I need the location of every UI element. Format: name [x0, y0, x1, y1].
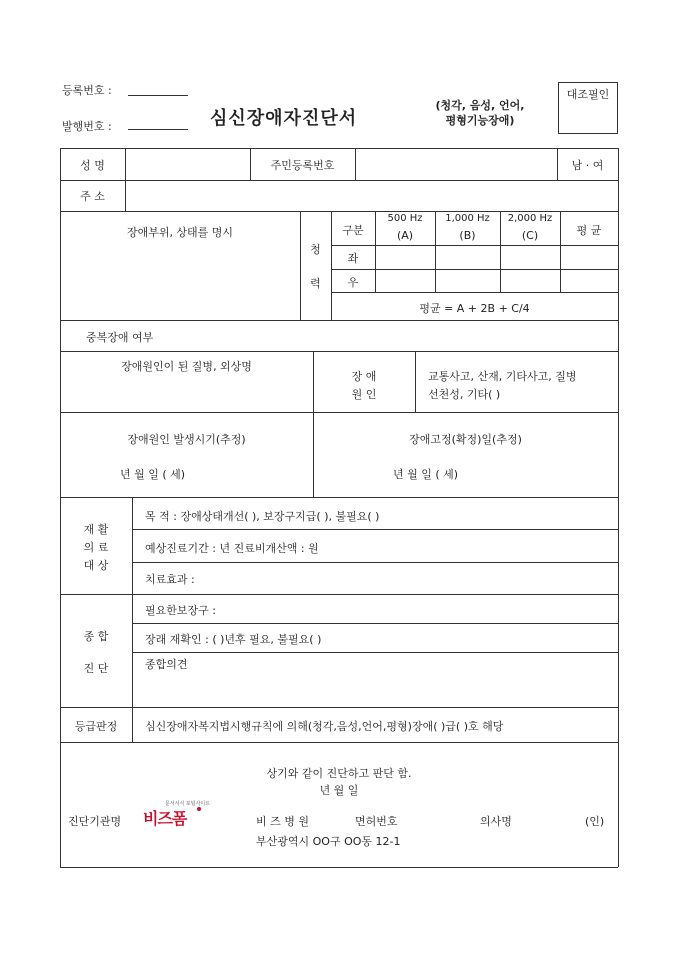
hz-1000-sub: (B) [459, 229, 476, 242]
org-label: 진단기관명 [68, 815, 122, 828]
hearing-gubun-header: 구분 [342, 224, 364, 237]
doctor-name-label[interactable]: 의사명 [480, 815, 512, 828]
onset-label: 장애원인 발생시기(추정) [127, 433, 246, 446]
required-device[interactable]: 필요한보장구 : [145, 604, 216, 617]
sex-selector[interactable]: 남 · 여 [571, 159, 604, 172]
average-header: 평 균 [576, 224, 602, 237]
fixed-date-label: 장애고정(확정)일(추정) [409, 433, 522, 446]
issue-number-label: 발행번호 : [62, 120, 112, 133]
issue-date[interactable]: 년 월 일 [319, 784, 359, 797]
subtitle-line-1: (청각, 음성, 언어, [435, 99, 525, 112]
hearing-values-grid[interactable] [376, 246, 618, 292]
bizform-logo [143, 798, 233, 828]
cause-options-2[interactable]: 선천성, 기타( ) [428, 388, 501, 401]
name-label: 성 명 [80, 159, 105, 172]
rehab-effect[interactable]: 치료효과 : [145, 573, 195, 586]
logo-wordmark: 비즈폼 [143, 809, 187, 828]
cause-options-1[interactable]: 교통사고, 산재, 기타사고, 질병 [428, 370, 577, 383]
logo-dot-icon [197, 807, 201, 811]
hz-2000-header: 2,000 Hz [507, 213, 553, 224]
stamp-label: 대조필인 [566, 88, 610, 101]
average-formula: 평균 = A + 2B + C/4 [419, 302, 530, 315]
address-label: 주 소 [80, 190, 105, 203]
cause-disease-label: 장애원인이 된 질병, 외상명 [121, 360, 252, 373]
license-number-label[interactable]: 면허번호 [355, 815, 398, 828]
issue-number-field[interactable] [128, 129, 188, 130]
subtitle-line-2: 평형기능장애) [445, 114, 515, 127]
page-title: 심신장애자진단서 [210, 108, 358, 129]
address-field[interactable] [126, 181, 618, 211]
future-recheck[interactable]: 장래 재확인 : ( )년후 필요, 불필요( ) [145, 633, 322, 646]
comprehensive-side-label-1: 종 합 [83, 630, 109, 643]
hospital-address: 부산광역시 OO구 OO동 12-1 [256, 835, 401, 848]
logo-tagline: 문서서식 포털사이트 [165, 801, 211, 807]
hospital-name: 비 즈 병 원 [256, 815, 309, 828]
rrn-field[interactable] [356, 149, 557, 180]
rehab-side-label-3: 대 상 [83, 559, 109, 572]
title-subtitle [420, 98, 540, 128]
grade-text[interactable]: 심신장애자복지법시행규칙에 의해(청각,음성,언어,평형)장애( )급( )호 해당 [145, 720, 504, 733]
cause-side-label-1: 장 애 [351, 370, 377, 383]
seal-mark[interactable]: (인) [585, 815, 605, 828]
statement: 상기와 같이 진단하고 판단 함. [266, 767, 412, 780]
cause-side-label-2: 원 인 [351, 388, 377, 401]
duplicate-disability-label: 중복장애 여부 [86, 331, 154, 344]
rehab-purpose[interactable]: 목 적 : 장애상태개선( ), 보장구지급( ), 불필요( ) [145, 510, 380, 523]
hearing-side-label-1: 청 [310, 243, 321, 256]
rehab-period-cost[interactable]: 예상진료기간 : 년 진료비개산액 : 원 [145, 542, 319, 555]
registration-number-label: 등록번호 : [62, 84, 112, 97]
rehab-side-label-2: 의 료 [83, 541, 109, 554]
hz-500-header: 500 Hz [387, 213, 423, 224]
name-field[interactable] [126, 149, 250, 180]
hz-2000-sub: (C) [521, 229, 539, 242]
registration-number-field[interactable] [128, 95, 188, 96]
right-ear-label: 우 [347, 276, 359, 289]
hz-1000-header: 1,000 Hz [445, 213, 490, 224]
hz-500-sub: (A) [396, 229, 414, 242]
onset-date[interactable]: 년 월 일 ( 세) [120, 468, 186, 481]
disability-site-label: 장애부위, 상태를 명시 [126, 226, 234, 239]
rrn-label: 주민등록번호 [270, 159, 335, 172]
comprehensive-opinion[interactable]: 종합의견 [145, 658, 188, 671]
comprehensive-side-label-2: 진 단 [83, 662, 109, 675]
stamp-box[interactable] [558, 82, 618, 134]
grade-label: 등급판정 [74, 720, 118, 733]
hearing-side-label-2: 력 [310, 277, 321, 290]
left-ear-label: 좌 [347, 252, 359, 265]
rehab-side-label-1: 재 활 [83, 523, 109, 536]
fixed-date[interactable]: 년 월 일 ( 세) [393, 468, 459, 481]
